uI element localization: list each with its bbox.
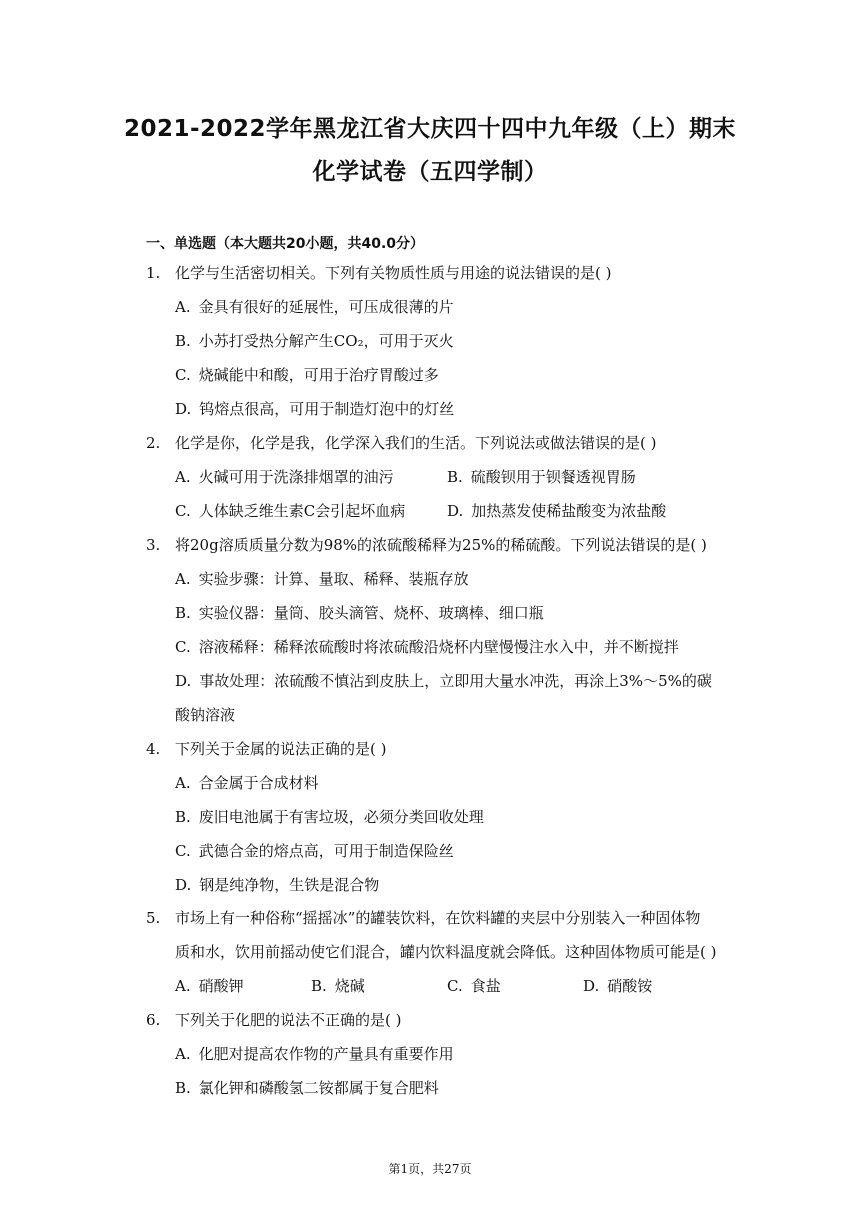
document-title-line-2: 化学试卷（五四学制） [312,159,548,185]
option-text: 废旧电池属于有害垃圾，必须分类回收处理 [198,808,484,826]
option [175,773,319,793]
option-label: A. [175,977,191,995]
question-stem: 下列关于金属的说法正确的是( ) [175,740,387,758]
option-text: 钢是纯净物，生铁是混合物 [199,876,380,894]
question-stem: 下列关于化肥的说法不正确的是( ) [175,1011,402,1029]
option [175,501,405,521]
question-stem-continuation: 质和水，饮用前摇动使它们混合，罐内饮料温度就会降低。这种固体物质可能是( ) [175,943,717,961]
option-text: 合金属于合成材料 [198,774,319,792]
option [447,467,636,487]
option-label: C. [447,977,463,995]
option-continuation: 酸钠溶液 [175,706,236,724]
option-label: C. [175,502,191,520]
option-label: D. [175,400,192,418]
option-text: 烧碱 [334,977,365,995]
option [311,976,365,996]
option-label: B. [175,1079,191,1097]
option-label: A. [175,298,191,316]
option-label: B. [175,332,191,350]
option-text: 人体缺乏维生素C会引起坏血病 [198,502,406,520]
option-text: 钨熔点很高，可用于制造灯泡中的灯丝 [199,400,455,418]
option [447,501,666,521]
question-stem: 市场上有一种俗称“摇摇冰”的罐装饮料，在饮料罐的夹层中分别装入一种固体物 [175,909,701,927]
question-stem: 将20g溶质质量分数为98%的浓硫酸稀释为25%的稀硫酸。下列说法错误的是( ) [175,536,707,554]
option-label: D. [175,876,192,894]
question-number: 6. [146,1011,161,1029]
option [175,297,454,317]
option [175,671,712,691]
option-label: C. [175,842,191,860]
option [175,399,454,419]
option [175,807,484,827]
page-footer: 第1页，共27页 [388,1162,472,1176]
option-label: C. [175,366,191,384]
option-label: B. [175,604,191,622]
option-text: 烧碱能中和酸，可用于治疗胃酸过多 [198,366,439,384]
question-stem: 化学是你，化学是我，化学深入我们的生活。下列说法或做法错误的是( ) [175,434,657,452]
option [175,603,544,623]
question-number: 1. [146,264,161,282]
option [583,976,652,996]
option-label: D. [583,977,600,995]
option [175,976,244,996]
option-label: D. [447,502,464,520]
document-title-line-1: 2021-2022学年黑龙江省大庆四十四中九年级（上）期末 [123,116,737,142]
option-text: 火碱可用于洗涤排烟罩的油污 [198,468,394,486]
option-label: B. [311,977,327,995]
option [447,976,501,996]
question-number: 3. [146,536,161,554]
option [175,841,454,861]
option-text: 武德合金的熔点高，可用于制造保险丝 [198,842,454,860]
option [175,875,379,895]
option-text: 氯化钾和磷酸氢二铵都属于复合肥料 [198,1079,439,1097]
option-label: A. [175,468,191,486]
option [175,365,439,385]
option-label: B. [447,468,463,486]
option [175,467,394,487]
option [175,1078,439,1098]
option-text: 小苏打受热分解产生CO₂，可用于灭火 [198,332,454,350]
option-label: A. [175,1045,191,1063]
option-label: B. [175,808,191,826]
section-heading: 一、单选题（本大题共20小题，共40.0分） [146,236,425,252]
option [175,637,679,657]
option-text: 实验步骤：计算、量取、稀释、装瓶存放 [198,570,469,588]
option-text: 加热蒸发使稀盐酸变为浓盐酸 [471,502,667,520]
option-text: 事故处理：浓硫酸不慎沾到皮肤上，立即用大量水冲洗，再涂上3%～5%的碳 [199,672,712,690]
option-label: D. [175,672,192,690]
question-number: 5. [146,909,161,927]
option-label: A. [175,774,191,792]
option-text: 金具有很好的延展性，可压成很薄的片 [198,298,454,316]
question-number: 2. [146,434,161,452]
option-text: 食盐 [470,977,501,995]
option [175,569,469,589]
option [175,331,454,351]
option-text: 硝酸钾 [198,977,244,995]
option-text: 硝酸铵 [607,977,653,995]
option-text: 实验仪器：量筒、胶头滴管、烧杯、玻璃棒、细口瓶 [198,604,544,622]
question-number: 4. [146,740,161,758]
option-text: 溶液稀释：稀释浓硫酸时将浓硫酸沿烧杯内壁慢慢注水入中，并不断搅拌 [198,638,679,656]
option-text: 化肥对提高农作物的产量具有重要作用 [198,1045,454,1063]
question-stem: 化学与生活密切相关。下列有关物质性质与用途的说法错误的是( ) [175,264,612,282]
option-label: C. [175,638,191,656]
option-text: 硫酸钡用于钡餐透视胃肠 [470,468,636,486]
option [175,1044,454,1064]
option-label: A. [175,570,191,588]
